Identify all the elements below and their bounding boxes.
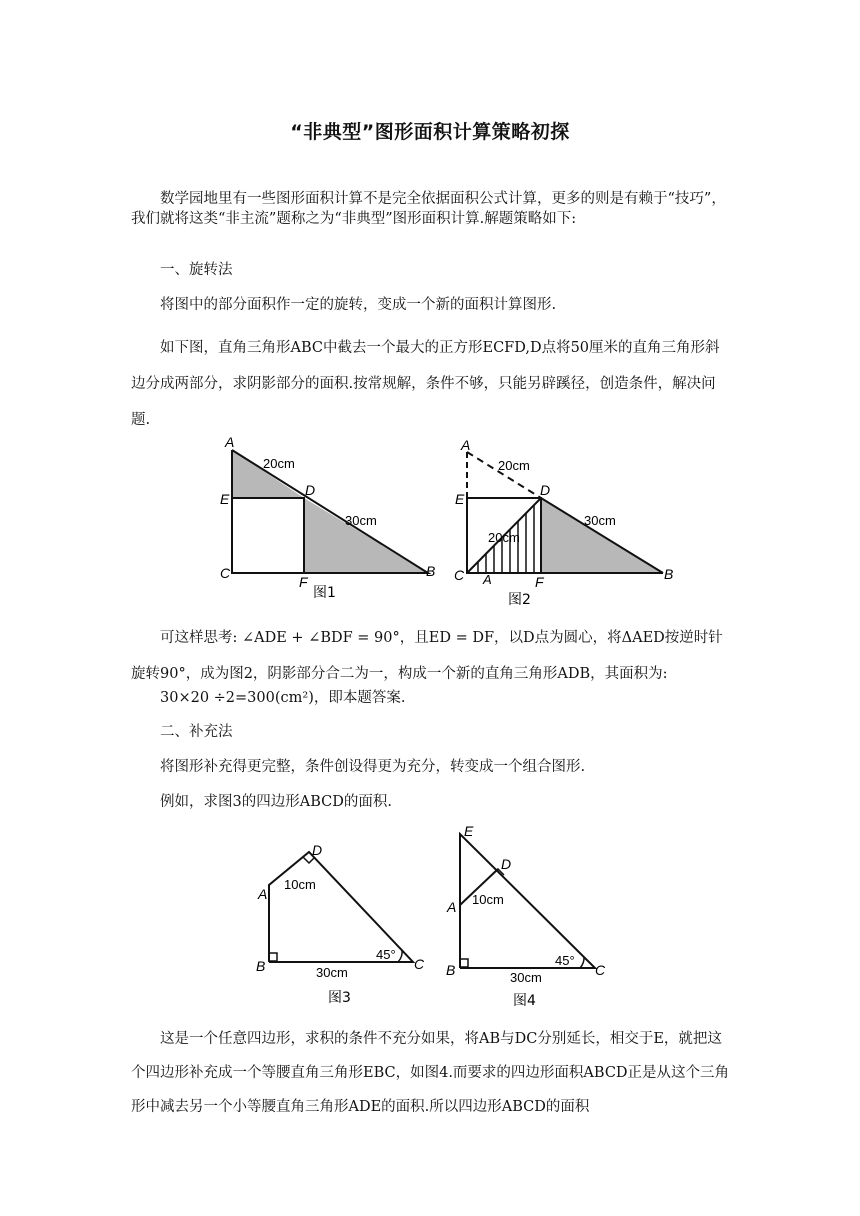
paragraph-problem-1: 如下图，直角三角形ABC中截去一个最大的正方形ECFD,D点将50厘米的直角三角形斜边分成两部分，求阴影部分的面积.按常规解，条件不够，只能另辟蹊径，创造条件，解决问题. <box>131 340 720 428</box>
section-heading-supplement: 二、补充法 <box>160 724 233 740</box>
label-a: A <box>447 899 457 915</box>
paragraph-supplement-explanation: 这是一个任意四边形，求积的条件不充分如果，将AB与DC分别延长，相交于E，就把这个四边形补充成一个等腰直角三角形EBC，如图4.而要求的四边形面积ABCD正是从这个三角形中减去另一个小等腰直角三角形ADE的面积.所以四边形ABCD的面积 <box>131 1031 730 1115</box>
label-e: E <box>464 823 474 839</box>
angle-c: 45° <box>555 953 575 968</box>
page-title: “非典型”图形面积计算策略初探 <box>290 121 570 143</box>
angle-c: 45° <box>376 947 396 962</box>
label-c: C <box>595 962 606 978</box>
length-bc: 30cm <box>510 970 542 985</box>
paragraph-intro: 数学园地里有一些图形面积计算不是完全依据面积公式计算，更多的则是有赖于“技巧”，我们就将这类“非主流”题称之为“非典型”图形面积计算.解题策略如下: <box>131 191 726 227</box>
figure-3 <box>250 835 430 1010</box>
label-a: A <box>258 886 268 902</box>
figure-1 <box>215 430 445 602</box>
paragraph-rotation-desc: 将图中的部分面积作一定的旋转，变成一个新的面积计算图形. <box>160 297 557 313</box>
label-f: F <box>299 574 308 590</box>
label-c: C <box>414 956 425 972</box>
label-b: B <box>426 563 436 579</box>
label-d: D <box>501 856 512 872</box>
length-bc: 30cm <box>316 965 348 980</box>
figure-4 <box>440 820 620 1012</box>
paragraph-answer: 30×20 ÷2=300(cm²)，即本题答案. <box>160 690 406 706</box>
figure-2 <box>448 430 688 610</box>
length-db: 30cm <box>584 513 616 528</box>
label-f: F <box>535 574 544 590</box>
paragraph-supplement-desc: 将图形补充得更完整，条件创设得更为充分，转变成一个组合图形. <box>160 759 586 775</box>
label-e: E <box>220 491 230 507</box>
paragraph-example: 例如，求图3的四边形ABCD的面积. <box>160 794 392 810</box>
length-ad: 10cm <box>472 892 504 907</box>
label-e: E <box>455 491 465 507</box>
label-a: A <box>225 434 235 450</box>
length-ad: 20cm <box>263 456 295 471</box>
label-a-top: A <box>461 437 471 453</box>
label-b: B <box>446 962 456 978</box>
figure-4-caption: 图4 <box>513 993 536 1009</box>
figure-2-caption: 图2 <box>508 592 531 608</box>
length-inner: 20cm <box>488 530 520 545</box>
label-d: D <box>305 482 316 498</box>
label-d: D <box>540 482 551 498</box>
label-b: B <box>256 958 266 974</box>
label-a-bottom: A <box>483 572 492 587</box>
length-ad: 10cm <box>284 877 316 892</box>
length-db: 30cm <box>345 513 377 528</box>
label-c: C <box>454 567 465 583</box>
figure-1-caption: 图1 <box>313 585 336 601</box>
figure-3-caption: 图3 <box>328 990 351 1006</box>
paragraph-reasoning: 可这样思考: ∠ADE + ∠BDF = 90°，且ED = DF，以D点为圆心，将ΔAED按逆时针旋转90°，成为图2，阴影部分合二为一，构成一个新的直角三角形ADB，其面积为: <box>131 630 723 682</box>
label-d: D <box>312 842 323 858</box>
label-c: C <box>220 565 231 581</box>
label-b: B <box>664 566 674 582</box>
section-heading-rotation: 一、旋转法 <box>160 262 233 278</box>
length-top: 20cm <box>498 458 530 473</box>
